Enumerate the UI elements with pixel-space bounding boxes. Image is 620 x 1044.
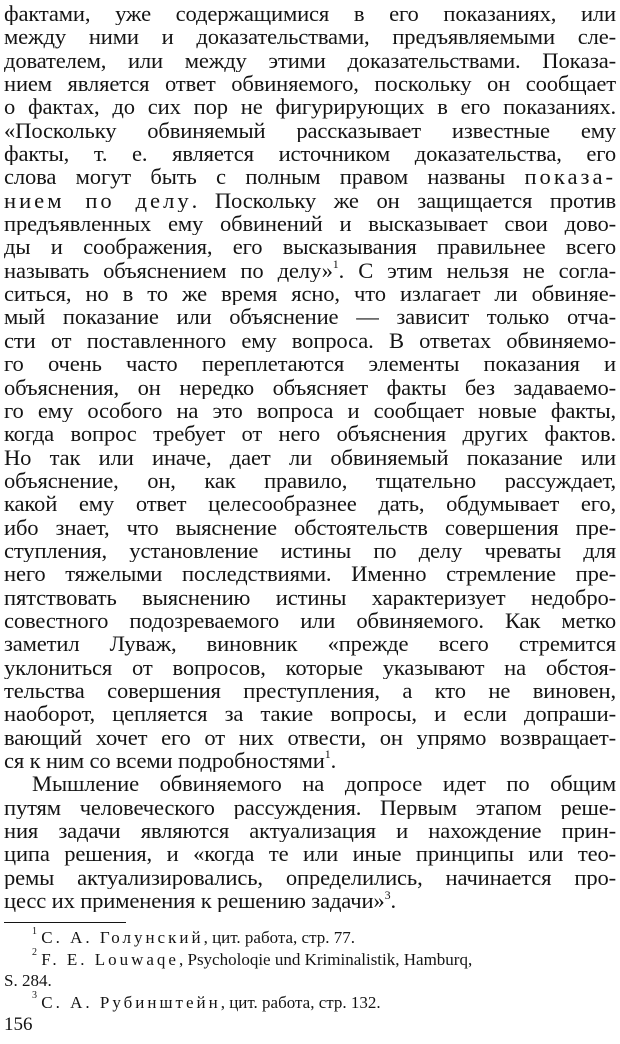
text-line — [4, 165, 616, 188]
text-line: какой ему ответ целесообразнее дать, обдумывает его, — [4, 492, 616, 516]
text-line: ния задачи являются актуализация и нахождение прин- — [4, 819, 616, 843]
text-line: «Поскольку обвиняемый рассказывает известные ему — [4, 118, 616, 143]
text-line: ремы актуализировались, определились, начинается про- — [4, 865, 616, 890]
text-line: совестного подозреваемого или обвиняемого. Как метко — [4, 608, 616, 633]
text-line — [4, 749, 616, 772]
footnote-text: , цит. работа, стр. 132. — [220, 992, 381, 1012]
text-line: факты, т. е. является источником доказательства, его — [4, 142, 616, 166]
text-line: него тяжелыми последствиями. Именно стремление пре- — [4, 562, 616, 586]
text-line: пятствовать выяснению истины характеризует недобро- — [4, 585, 616, 609]
text-line: Но так или иначе, дает ли обвиняемый показание или — [4, 445, 616, 469]
text-fragment: . Поскольку же он защищается против — [191, 188, 616, 213]
footnote — [4, 927, 616, 949]
footnote-author: С. А. Рубинштейн — [41, 992, 221, 1012]
text-line: го очень часто переплетаются элементы показания и — [4, 352, 616, 376]
text-line: го ему особого на это вопроса и сообщает новые факты, — [4, 398, 616, 423]
page-number: 156 — [4, 1014, 33, 1035]
text-line: объяснения, он нередко объясняет факты без задаваемо- — [4, 375, 616, 399]
text-fragment: . — [390, 889, 396, 913]
text-line: когда вопрос требует от него объяснения других фактов. — [4, 422, 616, 446]
footnote-text: S. 284. — [4, 971, 52, 991]
footnote-author: F. E. Louwaqe — [41, 949, 179, 969]
text-line — [4, 259, 616, 282]
text-line: путям человеческого рассуждения. Первым этапом реше- — [4, 795, 616, 820]
main-text — [4, 2, 616, 912]
spaced-emphasis: нием по делу — [4, 188, 192, 213]
text-line: предъявленных ему обвинений и высказывает свои дово- — [4, 212, 616, 236]
text-line — [4, 889, 616, 912]
text-line: мый показание или объяснение — зависит только отча- — [4, 305, 616, 329]
footnote — [4, 992, 616, 1014]
text-line: нием является ответ обвиняемого, поскольку он сообщает — [4, 72, 616, 96]
text-line: объяснение, он, как правило, тщательно рассуждает, — [4, 468, 616, 493]
footnote-number: 2 — [32, 947, 37, 959]
text-line: наоборот, цепляется за такие вопросы, и если допраши- — [4, 702, 616, 726]
footnote-mark: 1 — [324, 749, 331, 762]
text-line: ципа решения, и «когда те или иные принципы или тео- — [4, 842, 616, 866]
text-line — [4, 189, 616, 212]
text-line: фактами, уже содержащимися в его показаниях, или — [4, 2, 616, 26]
footnote-mark: 3 — [384, 889, 391, 902]
footnote — [4, 970, 616, 992]
text-fragment: цесс их применения к решению задачи» — [4, 889, 385, 913]
footnote-number: 3 — [32, 990, 37, 1002]
text-line: ступления, установление истины по делу чреваты для — [4, 538, 616, 563]
text-line: между ними и доказательствами, предъявляемыми сле- — [4, 25, 616, 49]
text-line: заметил Луваж, виновник «прежде всего стремится — [4, 632, 616, 656]
text-line: тельства совершения преступления, а кто не виновен, — [4, 678, 616, 703]
footnote-divider — [4, 922, 126, 923]
text-fragment: . С этим нельзя не согла- — [338, 258, 616, 283]
text-line: ситься, но в то же время ясно, что излагает ли обвиняе- — [4, 282, 616, 306]
text-fragment: слова могут быть с полным правом названы — [4, 165, 525, 189]
text-line: о фактах, до сих пор не фигурирующих в его показаниях. — [4, 95, 616, 119]
footnote-mark: 1 — [332, 258, 339, 272]
text-line: дователем, или между этими доказательствами. Показа- — [4, 48, 616, 73]
footnote-text: , цит. работа, стр. 77. — [203, 928, 355, 948]
footnote-text: , Psycholoqie und Kriminalistik, Hamburq, — [178, 949, 473, 969]
footnote-author: С. А. Голунский — [41, 928, 204, 948]
text-line: ды и соображения, его высказывания правильнее всего — [4, 235, 616, 259]
text-line: сти от поставленного ему вопроса. В ответах обвиняемо- — [4, 328, 616, 353]
text-line: Мышление обвиняемого на допросе идет по общим — [32, 772, 616, 796]
footnote — [4, 949, 616, 971]
text-line: уклониться от вопросов, которые указывают на обстоя- — [4, 655, 616, 679]
text-fragment: называть объяснением по делу» — [4, 258, 333, 283]
footnotes — [4, 927, 616, 1013]
text-fragment: ся к ним со всеми подробностями — [4, 749, 325, 773]
text-line: ибо знает, что выяснение обстоятельств совершения пре- — [4, 515, 616, 539]
text-line: вающий хочет его от них отвести, он упрямо возвращает- — [4, 725, 616, 749]
spaced-emphasis: показа- — [524, 165, 616, 189]
text-fragment: . — [330, 749, 337, 773]
footnote-number: 1 — [32, 925, 37, 937]
